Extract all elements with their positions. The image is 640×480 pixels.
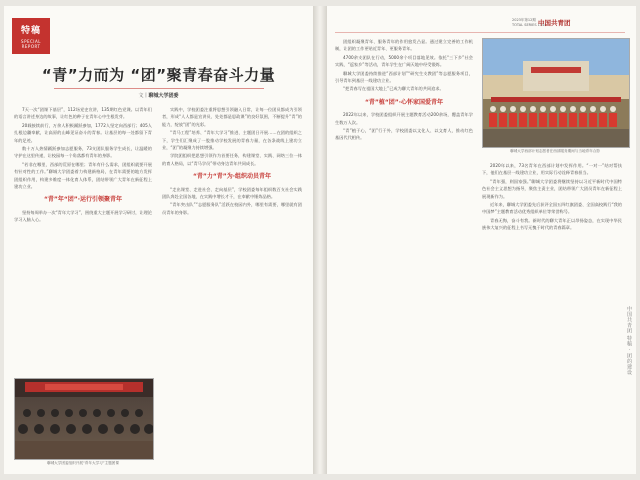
badge-english: SPECIAL REPORT bbox=[21, 39, 41, 49]
paragraph: 实践中，学校团委注重将思想引领融入日常，让每一位团员都成为引领者，形成“人人都是宣讲员、处处都是思政课”的良好氛围，不断提升“青”的能力，绽放“团”的光彩。 bbox=[162, 107, 302, 127]
section-subheading: “青”年“团”·运行引领聚青年 bbox=[43, 196, 123, 204]
paragraph: 坚持每周举办一次“青年大学习”，围绕重大主题开展学习研讨，让理论学习入脑入心。 bbox=[14, 209, 152, 223]
right-photo bbox=[482, 38, 630, 148]
badge-label: 特稿 bbox=[20, 26, 41, 36]
paragraph: 团组织凝聚青年、服务青年的作用愈发凸显。通过建立完善的工作机制，让团的工作更贴近青年、更服务青年。 bbox=[335, 39, 473, 52]
paragraph: 20载接续前行，万余人积极踊跃参加，1772人坚定向西部行；405人扎根边疆奉献，让高原的山峰见证奋斗的青春。让基层的每一处都留下青年的足迹。 bbox=[14, 122, 152, 143]
right-photo-caption: 聊城大学西部计划志愿者在西部服务期间与当地青年合影 bbox=[510, 149, 600, 153]
section-subheading: “青”植“团”·心怀家国爱青年 bbox=[364, 98, 444, 106]
paragraph: 4700余支团队在行动，5000余个项目落地见效。依托“三下乡”社会实践、“返家乡”等活动，青年学生在广阔天地中经受锻炼。 bbox=[335, 54, 473, 68]
paragraph: “青”植于心，“团”行于外，学校团委以文化人、以文育人，推动红色基因代代相传。 bbox=[335, 128, 473, 141]
byline-prefix: 文丨 bbox=[138, 93, 149, 99]
right-column-2 bbox=[482, 162, 622, 468]
left-photo-caption: 聊城大学团委组织开展“青年大学习”主题团课 bbox=[46, 461, 119, 465]
left-page bbox=[4, 6, 313, 474]
paragraph: 近年来，聊城大学团委先后获评全国五四红旗团委、全国高校践行“我的中国梦”主题教育活动优秀组织单位等荣誉称号。 bbox=[482, 202, 622, 215]
left-photo bbox=[14, 378, 154, 460]
paragraph: 7天一次“团课下基层”，112场党史宣讲，135期红色党课。以青年们的语言讲述身边的故事，让红色的种子在青年心中生根发芽。 bbox=[14, 107, 152, 120]
section-badge bbox=[12, 18, 50, 54]
paragraph: “青马工程”培养、“青年大学习”推进、主题团日开展……在团的组织之下，学生们汇聚成了一股推动学校发展的青春力量，在各条战线上建功立业，“团”的凝聚力持续增强。 bbox=[162, 130, 302, 151]
paragraph: “走出课堂、走进社会、走向基层”，学校团委每年组织数百支社会实践团队奔赴全国各地，在实践中增长才干，在奉献中锤炼品格。 bbox=[162, 186, 302, 200]
paragraph: 2022年以来，学校团委组织开展主题教育活动200余场，覆盖青年学生数万人次。 bbox=[335, 112, 473, 125]
byline bbox=[4, 92, 313, 99]
right-column-1 bbox=[335, 38, 473, 468]
group-photo-image bbox=[483, 39, 629, 147]
paragraph: 2020年以来，73名青年在西部计划中发挥作用。“一对一”结对帮扶下，他们在基层一线建功立业，用实际行动诠释青春担当。 bbox=[482, 163, 622, 176]
paragraph: “青年突击队”“志愿服务队”活跃在校园内外，哪里有需要，哪里就有团员青年的身影。 bbox=[162, 202, 302, 215]
right-page bbox=[327, 6, 636, 474]
section-subheading: “青”力“青”为·组织动员青年 bbox=[192, 173, 272, 181]
issue-line-1: 2023年第12期 bbox=[512, 18, 536, 22]
header-rule bbox=[335, 32, 625, 33]
left-column-2 bbox=[162, 106, 302, 462]
paragraph: “若非在哪里，西部的荒原在哪里；青年有什么需求，团组织就要开展有针对性的工作。”聊城大学团委着力构建新格局，在青年需要的地方发挥团组织作用，构建多维度一体化育人体系，团结带领广大青年在新征程上建功立业。 bbox=[14, 161, 152, 190]
paragraph: “青年强，则国家强。”聊城大学团委将继续坚持以习近平新时代中国特色社会主义思想为指导，聚焦主责主业，团结带领广大团员青年在新征程上展现新作为。 bbox=[482, 178, 622, 199]
lecture-hall-image bbox=[15, 379, 153, 459]
issue-line-2: TOTAL SERIES 1344 bbox=[512, 23, 547, 27]
byline-author: 聊城大学团委 bbox=[148, 93, 179, 99]
magazine-logo: 中国共青团 bbox=[538, 19, 571, 27]
paragraph: 学院团组织把思想引领作为首要任务，构建课堂、实践、网络三位一体的育人格局，以“青马学员”带动身边青年共同成长。 bbox=[162, 153, 302, 166]
page-gutter bbox=[313, 6, 327, 474]
paragraph: 数十万人热情踊跃参加志愿服务，73支团队服务学生成长，让温暖的守护在这里传递，让校园每一个角落都有青年的身影。 bbox=[14, 146, 152, 159]
paragraph: 聊城大学团委持续推进“西部计划”“研究生支教团”等志愿服务项目，引导青年到基层一线建功立业。 bbox=[335, 70, 473, 84]
paragraph: 青春无悔，奋斗有我。新时代的聊大青年正以昂扬姿态，在实现中华民族伟大复兴的征程上书写无愧于时代的青春篇章。 bbox=[482, 217, 622, 231]
side-running-text: 中国共青团 特稿 · 团的建设 bbox=[626, 306, 632, 375]
article-title: “青”力而为 “团”聚青春奋斗力量 bbox=[41, 66, 276, 84]
paragraph: “把青春写在祖国大地上”已成为聊大青年的共同追求。 bbox=[343, 86, 444, 92]
title-divider bbox=[54, 88, 264, 89]
